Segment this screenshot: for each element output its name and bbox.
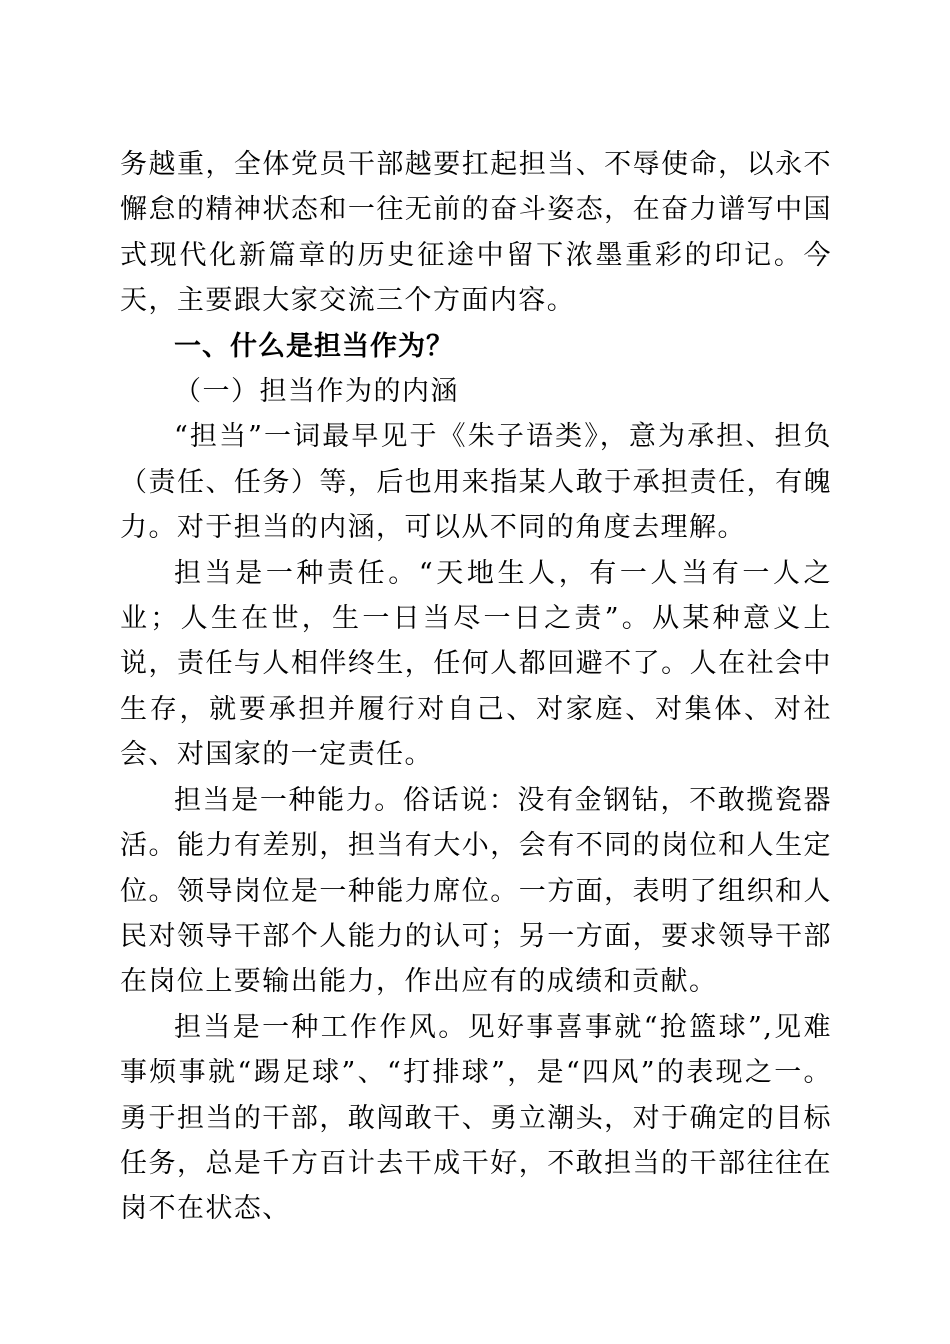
paragraph-ability: 担当是一种能力。俗话说：没有金钢钻，不敢揽瓷器活。能力有差别，担当有大小，会有不同的岗位和人生定位。领导岗位是一种能力席位。一方面，表明了组织和人民对领导干部个人能力的认可；另一方面，要求领导干部在岗位上要输出能力，作出应有的成绩和贡献。 (120, 784, 832, 998)
paragraph-work-style: 担当是一种工作作风。见好事喜事就“抢篮球”,见难事烦事就“踢足球”、“打排球”，是“四风”的表现之一。勇于担当的干部，敢闯敢干、勇立潮头，对于确定的目标任务，总是千方百计去干成干好，不敢担当的干部往往在岗不在状态、 (120, 1011, 832, 1225)
section-heading: 一、什么是担当作为？ (174, 330, 454, 362)
subsection-heading: （一）担当作为的内涵 (174, 376, 459, 408)
paragraph-definition: “担当”一词最早见于《朱子语类》，意为承担、担负（责任、任务）等，后也用来指某人敢于承担责任，有魄力。对于担当的内涵，可以从不同的角度去理解。 (120, 421, 832, 544)
document-body (120, 142, 832, 1232)
paragraph-continuation: 务越重，全体党员干部越要扛起担当、不辱使命，以永不懈怠的精神状态和一往无前的奋斗姿态，在奋力谱写中国式现代化新篇章的历史征途中留下浓墨重彩的印记。今天，主要跟大家交流三个方面内容。 (120, 149, 832, 317)
paragraph-responsibility: 担当是一种责任。“天地生人，有一人当有一人之业；人生在世，生一日当尽一日之责”。从某种意义上说，责任与人相伴终生，任何人都回避不了。人在社会中生存，就要承担并履行对自己、对家庭、对集体、对社会、对国家的一定责任。 (120, 557, 832, 771)
